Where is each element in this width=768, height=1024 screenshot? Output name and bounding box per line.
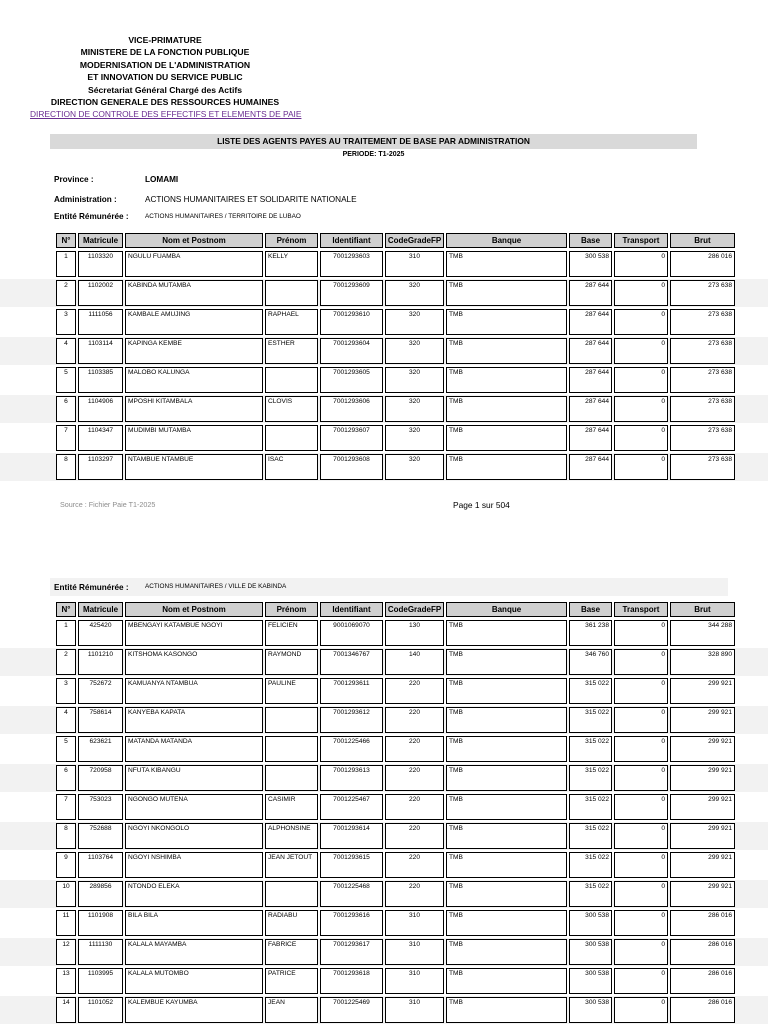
cell-transport: 0 xyxy=(614,396,668,422)
period-label: PERIODE: T1-2025 xyxy=(342,151,405,158)
cell-identifiant: 7001293612 xyxy=(320,707,383,733)
cell-nom: MATANDA MATANDA xyxy=(125,736,263,762)
cell-nom: KAPINGA KEMBE xyxy=(125,338,263,364)
cell-identifiant: 7001293608 xyxy=(320,454,383,480)
cell-prenom xyxy=(265,736,318,762)
cell-prenom: PAULINE xyxy=(265,678,318,704)
cell-prenom: ISAC xyxy=(265,454,318,480)
cell-matricule: 289856 xyxy=(78,881,123,907)
cell-nom: NGONGO MUTENA xyxy=(125,794,263,820)
cell-identifiant: 7001293609 xyxy=(320,280,383,306)
cell-identifiant: 7001293610 xyxy=(320,309,383,335)
cell-brut: 299 921 xyxy=(670,736,735,762)
cell-nom: NGOYI NSHIMBA xyxy=(125,852,263,878)
column-header-identifiant: Identifiant xyxy=(320,233,383,248)
cell-nom: KABINDA MUTAMBA xyxy=(125,280,263,306)
entite-label: Entité Rémunérée : xyxy=(54,212,129,221)
cell-num: 5 xyxy=(56,736,76,762)
cell-prenom: RAYMOND xyxy=(265,649,318,675)
cell-banque: TMB xyxy=(446,765,567,791)
cell-brut: 299 921 xyxy=(670,794,735,820)
cell-transport: 0 xyxy=(614,765,668,791)
column-header-base: Base xyxy=(569,602,612,617)
cell-codegrade: 310 xyxy=(385,910,444,936)
header-line: MODERNISATION DE L'ADMINISTRATION xyxy=(79,59,251,70)
cell-transport: 0 xyxy=(614,338,668,364)
cell-identifiant: 7001293606 xyxy=(320,396,383,422)
cell-matricule: 1103995 xyxy=(78,968,123,994)
cell-banque: TMB xyxy=(446,678,567,704)
column-header-brut: Brut xyxy=(670,602,735,617)
cell-brut: 273 638 xyxy=(670,454,735,480)
cell-codegrade: 220 xyxy=(385,794,444,820)
cell-codegrade: 310 xyxy=(385,968,444,994)
cell-base: 300 538 xyxy=(569,997,612,1023)
cell-matricule: 1103764 xyxy=(78,852,123,878)
cell-matricule: 1101210 xyxy=(78,649,123,675)
cell-brut: 299 921 xyxy=(670,881,735,907)
cell-codegrade: 320 xyxy=(385,338,444,364)
cell-nom: MPOSHI KITAMBALA xyxy=(125,396,263,422)
cell-matricule: 753023 xyxy=(78,794,123,820)
cell-identifiant: 7001293617 xyxy=(320,939,383,965)
cell-base: 300 538 xyxy=(569,968,612,994)
cell-base: 315 022 xyxy=(569,765,612,791)
cell-nom: NFUTA KIBANGU xyxy=(125,765,263,791)
cell-brut: 299 921 xyxy=(670,765,735,791)
entite-value: ACTIONS HUMANITAIRES / VILLE DE KABINDA xyxy=(145,583,287,590)
cell-banque: TMB xyxy=(446,997,567,1023)
cell-transport: 0 xyxy=(614,852,668,878)
table-row xyxy=(56,280,735,306)
table-row xyxy=(56,968,735,994)
column-header-transport: Transport xyxy=(614,233,668,248)
cell-banque: TMB xyxy=(446,794,567,820)
ministry-header xyxy=(30,34,300,121)
cell-base: 287 644 xyxy=(569,309,612,335)
cell-banque: TMB xyxy=(446,454,567,480)
cell-brut: 273 638 xyxy=(670,367,735,393)
column-header-codegrade: CodeGradeFP xyxy=(385,233,444,248)
cell-matricule: 425420 xyxy=(78,620,123,646)
cell-prenom: CLOVIS xyxy=(265,396,318,422)
cell-base: 287 644 xyxy=(569,280,612,306)
column-header-num: N° xyxy=(56,602,76,617)
cell-matricule: 1103320 xyxy=(78,251,123,277)
cell-base: 315 022 xyxy=(569,881,612,907)
table-row xyxy=(56,997,735,1023)
cell-num: 6 xyxy=(56,765,76,791)
cell-prenom xyxy=(265,765,318,791)
cell-prenom xyxy=(265,367,318,393)
cell-banque: TMB xyxy=(446,736,567,762)
cell-base: 287 644 xyxy=(569,396,612,422)
administration-label: Administration : xyxy=(54,195,117,204)
cell-num: 10 xyxy=(56,881,76,907)
cell-matricule: 1101908 xyxy=(78,910,123,936)
cell-transport: 0 xyxy=(614,649,668,675)
cell-base: 315 022 xyxy=(569,707,612,733)
cell-codegrade: 220 xyxy=(385,736,444,762)
cell-brut: 286 016 xyxy=(670,251,735,277)
cell-base: 287 644 xyxy=(569,367,612,393)
cell-matricule: 752672 xyxy=(78,678,123,704)
cell-identifiant: 7001225466 xyxy=(320,736,383,762)
column-header-banque: Banque xyxy=(446,602,567,617)
cell-banque: TMB xyxy=(446,620,567,646)
cell-nom: NTONDO ELEKA xyxy=(125,881,263,907)
cell-num: 4 xyxy=(56,707,76,733)
cell-matricule: 758614 xyxy=(78,707,123,733)
cell-codegrade: 320 xyxy=(385,454,444,480)
column-header-codegrade: CodeGradeFP xyxy=(385,602,444,617)
cell-matricule: 1104906 xyxy=(78,396,123,422)
cell-nom: KALALA MUTOMBO xyxy=(125,968,263,994)
cell-transport: 0 xyxy=(614,707,668,733)
cell-identifiant: 7001293613 xyxy=(320,765,383,791)
cell-matricule: 752688 xyxy=(78,823,123,849)
table-row xyxy=(56,367,735,393)
cell-matricule: 1103114 xyxy=(78,338,123,364)
cell-matricule: 720958 xyxy=(78,765,123,791)
cell-codegrade: 310 xyxy=(385,997,444,1023)
page-number: Page 1 sur 504 xyxy=(453,500,510,510)
cell-matricule: 1103297 xyxy=(78,454,123,480)
cell-prenom: PATRICE xyxy=(265,968,318,994)
column-header-nom: Nom et Postnom xyxy=(125,602,263,617)
cell-banque: TMB xyxy=(446,280,567,306)
cell-prenom: FELICIEN xyxy=(265,620,318,646)
cell-nom: KITSHOMA KASONGO xyxy=(125,649,263,675)
table-row xyxy=(56,338,735,364)
cell-codegrade: 220 xyxy=(385,765,444,791)
cell-codegrade: 220 xyxy=(385,678,444,704)
cell-codegrade: 220 xyxy=(385,707,444,733)
cell-identifiant: 7001293614 xyxy=(320,823,383,849)
cell-codegrade: 320 xyxy=(385,425,444,451)
cell-nom: MUDIMBI MUTAMBA xyxy=(125,425,263,451)
cell-base: 315 022 xyxy=(569,823,612,849)
cell-codegrade: 320 xyxy=(385,396,444,422)
province-label: Province : xyxy=(54,175,94,184)
cell-banque: TMB xyxy=(446,396,567,422)
cell-identifiant: 7001293616 xyxy=(320,910,383,936)
cell-num: 6 xyxy=(56,396,76,422)
cell-num: 7 xyxy=(56,425,76,451)
cell-transport: 0 xyxy=(614,997,668,1023)
table-row xyxy=(56,649,735,675)
cell-banque: TMB xyxy=(446,367,567,393)
cell-brut: 299 921 xyxy=(670,852,735,878)
cell-base: 300 538 xyxy=(569,939,612,965)
agents-table-1 xyxy=(54,233,737,480)
cell-banque: TMB xyxy=(446,309,567,335)
cell-brut: 299 921 xyxy=(670,707,735,733)
header-line: VICE-PRIMATURE xyxy=(128,35,202,45)
cell-num: 13 xyxy=(56,968,76,994)
cell-brut: 286 016 xyxy=(670,968,735,994)
cell-identifiant: 7001293618 xyxy=(320,968,383,994)
cell-base: 346 760 xyxy=(569,649,612,675)
cell-prenom: JEAN JETOUT xyxy=(265,852,318,878)
table-row xyxy=(56,251,735,277)
cell-transport: 0 xyxy=(614,454,668,480)
cell-num: 11 xyxy=(56,910,76,936)
cell-codegrade: 320 xyxy=(385,309,444,335)
cell-banque: TMB xyxy=(446,881,567,907)
cell-base: 300 538 xyxy=(569,251,612,277)
cell-prenom: ALPHONSINE xyxy=(265,823,318,849)
cell-num: 5 xyxy=(56,367,76,393)
table-row xyxy=(56,765,735,791)
entite-label: Entité Rémunérée : xyxy=(54,583,129,592)
cell-identifiant: 7001225469 xyxy=(320,997,383,1023)
cell-nom: NGOYI NKONGOLO xyxy=(125,823,263,849)
cell-matricule: 623621 xyxy=(78,736,123,762)
cell-nom: MBENGAYI KATAMBUE NGOYI xyxy=(125,620,263,646)
cell-prenom xyxy=(265,425,318,451)
cell-nom: KANYEBA KAPATA xyxy=(125,707,263,733)
table-row xyxy=(56,707,735,733)
cell-matricule: 1111130 xyxy=(78,939,123,965)
cell-num: 2 xyxy=(56,649,76,675)
cell-identifiant: 7001293605 xyxy=(320,367,383,393)
cell-nom: MALOBO KALUNGA xyxy=(125,367,263,393)
column-header-nom: Nom et Postnom xyxy=(125,233,263,248)
cell-prenom: ESTHER xyxy=(265,338,318,364)
column-header-prenom: Prénom xyxy=(265,233,318,248)
column-header-brut: Brut xyxy=(670,233,735,248)
cell-num: 2 xyxy=(56,280,76,306)
cell-banque: TMB xyxy=(446,649,567,675)
cell-brut: 328 890 xyxy=(670,649,735,675)
cell-transport: 0 xyxy=(614,736,668,762)
cell-brut: 273 638 xyxy=(670,425,735,451)
cell-identifiant: 7001293611 xyxy=(320,678,383,704)
cell-brut: 273 638 xyxy=(670,396,735,422)
cell-base: 315 022 xyxy=(569,736,612,762)
cell-nom: NGULU FUAMBA xyxy=(125,251,263,277)
cell-codegrade: 220 xyxy=(385,881,444,907)
cell-brut: 286 016 xyxy=(670,997,735,1023)
cell-transport: 0 xyxy=(614,620,668,646)
cell-base: 287 644 xyxy=(569,454,612,480)
cell-matricule: 1101052 xyxy=(78,997,123,1023)
table-row xyxy=(56,425,735,451)
column-header-prenom: Prénom xyxy=(265,602,318,617)
column-header-identifiant: Identifiant xyxy=(320,602,383,617)
cell-brut: 299 921 xyxy=(670,678,735,704)
cell-num: 14 xyxy=(56,997,76,1023)
cell-banque: TMB xyxy=(446,939,567,965)
cell-transport: 0 xyxy=(614,939,668,965)
cell-identifiant: 7001225468 xyxy=(320,881,383,907)
cell-transport: 0 xyxy=(614,309,668,335)
column-header-num: N° xyxy=(56,233,76,248)
table-row xyxy=(56,309,735,335)
cell-transport: 0 xyxy=(614,794,668,820)
cell-transport: 0 xyxy=(614,367,668,393)
cell-prenom: KELLY xyxy=(265,251,318,277)
cell-identifiant: 7001293603 xyxy=(320,251,383,277)
table-row xyxy=(56,852,735,878)
cell-transport: 0 xyxy=(614,881,668,907)
cell-matricule: 1103385 xyxy=(78,367,123,393)
column-header-matricule: Matricule xyxy=(78,233,123,248)
table-row xyxy=(56,881,735,907)
cell-base: 287 644 xyxy=(569,425,612,451)
table-row xyxy=(56,620,735,646)
cell-prenom: RAPHAEL xyxy=(265,309,318,335)
table-row xyxy=(56,396,735,422)
cell-num: 9 xyxy=(56,852,76,878)
cell-num: 4 xyxy=(56,338,76,364)
cell-prenom: RADIABU xyxy=(265,910,318,936)
cell-prenom: CASIMIR xyxy=(265,794,318,820)
table-row xyxy=(56,823,735,849)
cell-transport: 0 xyxy=(614,968,668,994)
table-row xyxy=(56,939,735,965)
cell-banque: TMB xyxy=(446,823,567,849)
table-row xyxy=(56,454,735,480)
cell-transport: 0 xyxy=(614,280,668,306)
cell-identifiant: 7001346767 xyxy=(320,649,383,675)
cell-banque: TMB xyxy=(446,910,567,936)
cell-banque: TMB xyxy=(446,251,567,277)
cell-base: 300 538 xyxy=(569,910,612,936)
column-header-matricule: Matricule xyxy=(78,602,123,617)
cell-prenom xyxy=(265,707,318,733)
cell-brut: 286 016 xyxy=(670,910,735,936)
cell-brut: 273 638 xyxy=(670,309,735,335)
cell-brut: 273 638 xyxy=(670,338,735,364)
cell-nom: KAMBALE AMUJING xyxy=(125,309,263,335)
cell-base: 315 022 xyxy=(569,794,612,820)
cell-identifiant: 7001293607 xyxy=(320,425,383,451)
cell-nom: KAMUANYA NTAMBUA xyxy=(125,678,263,704)
header-line: Sécretariat Général Chargé des Actifs xyxy=(88,84,242,95)
cell-codegrade: 320 xyxy=(385,280,444,306)
cell-brut: 299 921 xyxy=(670,823,735,849)
cell-prenom: JEAN xyxy=(265,997,318,1023)
header-line: MINISTERE DE LA FONCTION PUBLIQUE xyxy=(80,47,250,58)
cell-base: 315 022 xyxy=(569,678,612,704)
cell-transport: 0 xyxy=(614,425,668,451)
cell-codegrade: 310 xyxy=(385,939,444,965)
cell-num: 12 xyxy=(56,939,76,965)
cell-matricule: 1111056 xyxy=(78,309,123,335)
cell-transport: 0 xyxy=(614,251,668,277)
column-header-banque: Banque xyxy=(446,233,567,248)
cell-identifiant: 7001225467 xyxy=(320,794,383,820)
source-note: Source : Fichier Paie T1-2025 xyxy=(60,500,156,509)
cell-nom: NTAMBUE NTAMBUE xyxy=(125,454,263,480)
cell-brut: 273 638 xyxy=(670,280,735,306)
table-row xyxy=(56,678,735,704)
cell-banque: TMB xyxy=(446,852,567,878)
cell-codegrade: 310 xyxy=(385,251,444,277)
cell-transport: 0 xyxy=(614,823,668,849)
cell-base: 361 238 xyxy=(569,620,612,646)
column-header-transport: Transport xyxy=(614,602,668,617)
cell-prenom: FABRICE xyxy=(265,939,318,965)
cell-transport: 0 xyxy=(614,678,668,704)
cell-num: 3 xyxy=(56,678,76,704)
province-value: LOMAMI xyxy=(145,175,179,184)
cell-num: 1 xyxy=(56,251,76,277)
cell-matricule: 1104347 xyxy=(78,425,123,451)
cell-num: 8 xyxy=(56,454,76,480)
cell-banque: TMB xyxy=(446,707,567,733)
cell-nom: BILA BILA xyxy=(125,910,263,936)
cell-prenom xyxy=(265,881,318,907)
table-row xyxy=(56,794,735,820)
cell-transport: 0 xyxy=(614,910,668,936)
header-line: ET INNOVATION DU SERVICE PUBLIC xyxy=(87,72,243,83)
cell-num: 7 xyxy=(56,794,76,820)
cell-base: 315 022 xyxy=(569,852,612,878)
cell-nom: KALALA MAYAMBA xyxy=(125,939,263,965)
entite-value: ACTIONS HUMANITAIRES / TERRITOIRE DE LUBAO xyxy=(145,213,301,220)
cell-base: 287 644 xyxy=(569,338,612,364)
table-row xyxy=(56,736,735,762)
cell-num: 3 xyxy=(56,309,76,335)
header-line: DIRECTION GENERALE DES RESSOURCES HUMAINES xyxy=(50,97,280,108)
cell-nom: KALEMBUE KAYUMBA xyxy=(125,997,263,1023)
cell-num: 1 xyxy=(56,620,76,646)
administration-value: ACTIONS HUMANITAIRES ET SOLIDARITE NATIONALE xyxy=(145,195,357,204)
document-title: LISTE DES AGENTS PAYES AU TRAITEMENT DE BASE PAR ADMINISTRATION xyxy=(50,134,697,149)
cell-codegrade: 220 xyxy=(385,823,444,849)
cell-prenom xyxy=(265,280,318,306)
column-header-base: Base xyxy=(569,233,612,248)
cell-matricule: 1102002 xyxy=(78,280,123,306)
cell-banque: TMB xyxy=(446,968,567,994)
cell-identifiant: 7001293615 xyxy=(320,852,383,878)
cell-codegrade: 130 xyxy=(385,620,444,646)
cell-codegrade: 320 xyxy=(385,367,444,393)
cell-brut: 286 016 xyxy=(670,939,735,965)
table-row xyxy=(56,910,735,936)
cell-banque: TMB xyxy=(446,338,567,364)
cell-codegrade: 140 xyxy=(385,649,444,675)
cell-identifiant: 9001069070 xyxy=(320,620,383,646)
cell-codegrade: 220 xyxy=(385,852,444,878)
cell-num: 8 xyxy=(56,823,76,849)
cell-identifiant: 7001293604 xyxy=(320,338,383,364)
cell-brut: 344 288 xyxy=(670,620,735,646)
agents-table-2 xyxy=(54,602,737,1023)
direction-link[interactable]: DIRECTION DE CONTROLE DES EFFECTIFS ET ELEMENTS DE PAIE xyxy=(30,109,302,120)
cell-banque: TMB xyxy=(446,425,567,451)
